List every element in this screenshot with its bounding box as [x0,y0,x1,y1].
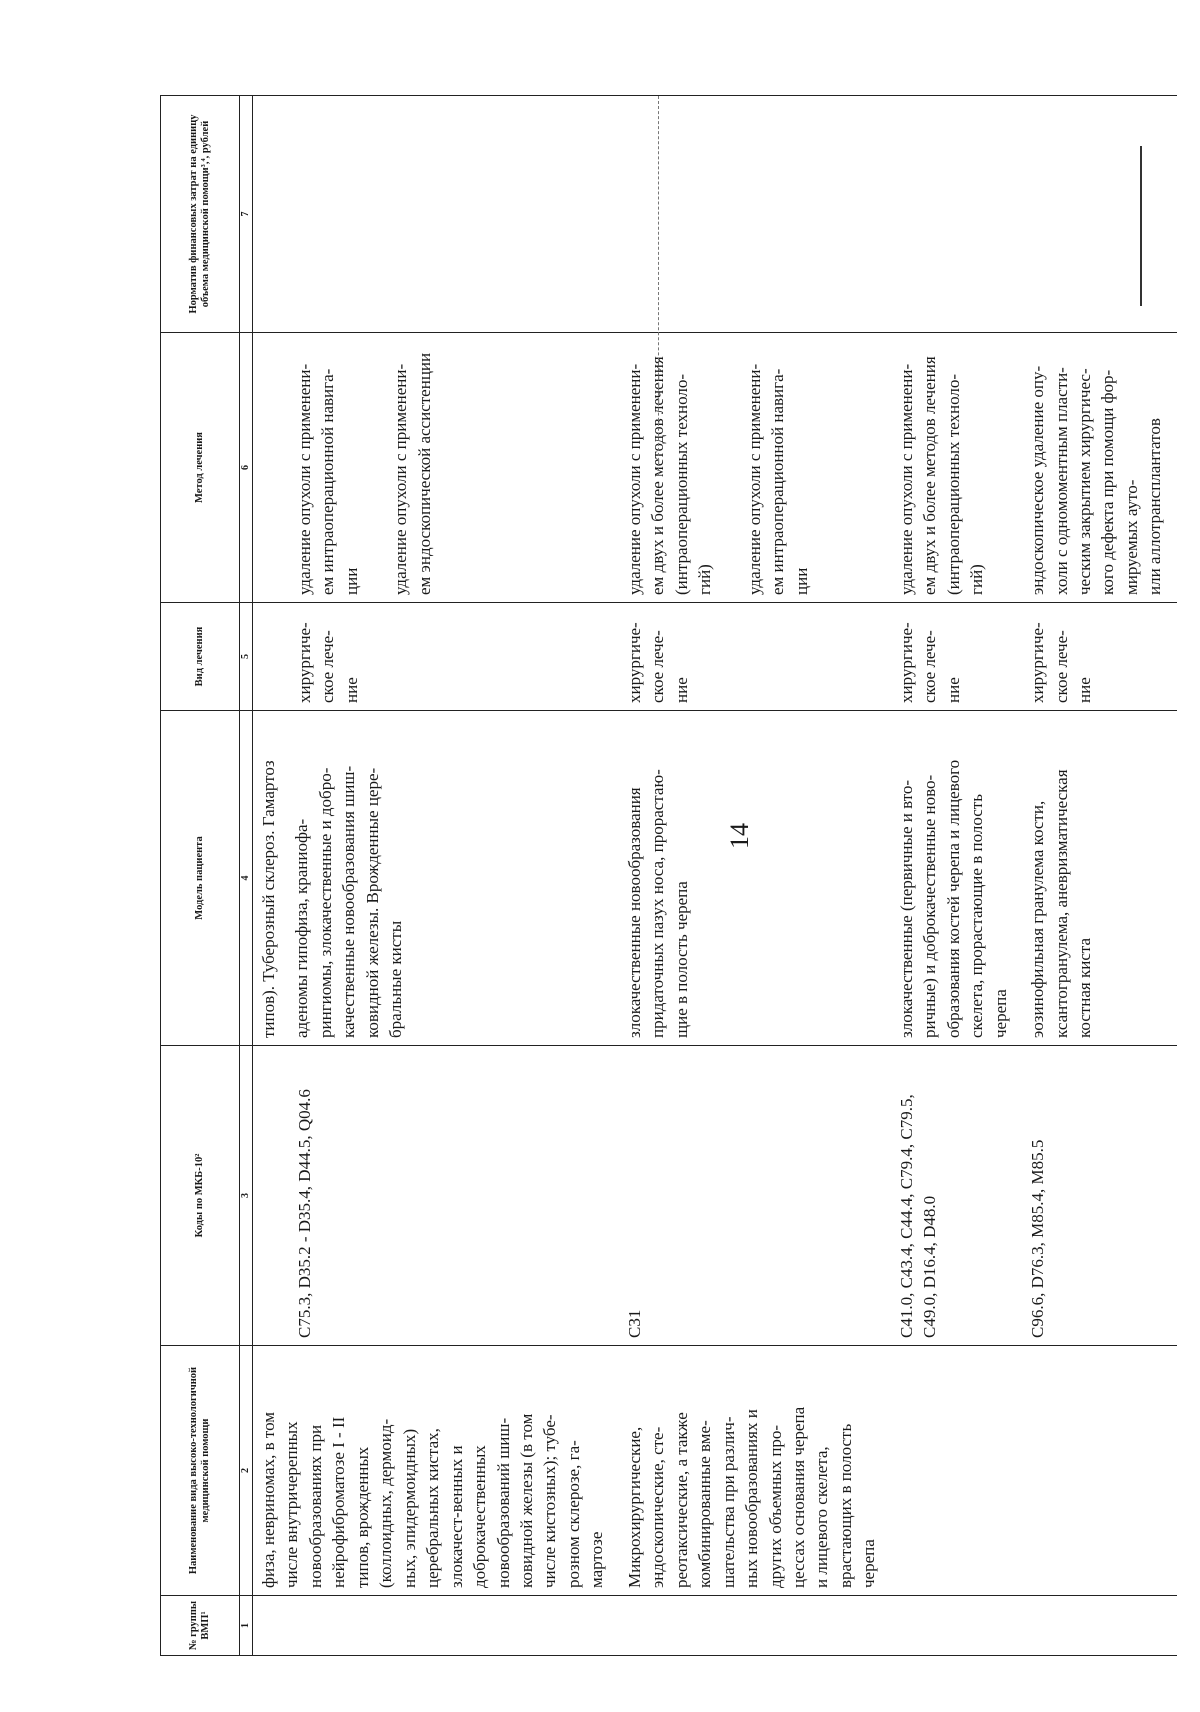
cell-name: Микрохирургические, эндоскопические, сте- реотаксические, а также комбинированные вме- шательства при различ- ных новообразованиях и других объемных про- цессах основания черепа и лицевого скелета, врастающих в полость черепа [619,1346,891,1596]
codes-text: C75.3, D35.2 - D35.4, D44.5, Q04.6 [295,1089,314,1338]
cell-method [253,333,619,603]
cell-model [253,711,619,1046]
cell-treatment-type [253,603,619,711]
cell-codes [253,1046,619,1346]
col-number: 3 [240,1046,253,1346]
table-row [891,96,1022,1656]
cell-model: злокачественные новообразования придаточных пазух носа, прорастаю- щие в полость черепа [619,711,891,1046]
cell-treatment-type: хирургиче- ское лече- ние [891,603,1022,711]
col-header-group: № группы ВМП¹ [161,1596,240,1656]
cell-name [1022,1346,1177,1596]
col-header-cost: Норматив финансовых затрат на единицу объема медицинской помощи³,⁴, рублей [161,96,240,333]
method-text: удаление опухоли с применени- ем интраоперационной навига- ции [744,363,811,595]
cell-codes: C41.0, C43.4, C44.4, C79.4, C79.5, C49.0, D16.4, D48.0 [891,1046,1022,1346]
table-row [619,96,891,1656]
cell-method [1022,333,1177,603]
method-text: удаление опухоли с применени- ем интраоперационной навига- ции [295,363,361,595]
col-header-method: Метод лечения [161,333,240,603]
table-row [1022,96,1177,1656]
col-number: 6 [240,333,253,603]
method-text: удаление опухоли с применени- ем эндоскопической ассистенции [391,352,434,595]
cell-cost [1022,96,1177,333]
cell-group [253,1596,619,1656]
col-number: 2 [240,1346,253,1596]
col-header-treatment-type: Вид лечения [161,603,240,711]
col-number: 5 [240,603,253,711]
table-row [253,96,619,1656]
method-text: удаление опухоли с применени- ем двух и более методов лечения (интраоперационных техноло- гий) [624,356,715,595]
cell-treatment-type: хирургиче- ское лече- ние [1022,603,1177,711]
cell-treatment-type: хирургиче- ское лече- ние [619,603,891,711]
vmp-table [160,95,1177,1656]
col-number: 4 [240,711,253,1046]
rotated-page-content [100,76,1165,1676]
scan-artifact-line [1140,146,1142,306]
cell-cost [891,96,1022,333]
col-header-codes: Коды по МКБ-10² [161,1046,240,1346]
dashed-separator-line [658,96,659,476]
cell-method [619,333,891,603]
col-header-name: Наименование вида высоко-технологичной медицинской помощи [161,1346,240,1596]
model-continuation: типов). Туберозный склероз. Гамартоз [259,760,278,1038]
page-number: 14 [725,823,754,849]
method-text: удаление опухоли с применени- ем двух и более методов лечения (интраоперационных техноло- гий) [896,356,987,595]
cell-name: физа, невриномах, в том числе внутричерепных новообразованиях при нейрофиброматозе I - II типов, врожденных (коллоидных, дермоид- ных, эпидермоидных) церебральных кистах, злокачест-венных и доброкачественных новообразований шиш- ковидной железы (в том числе кистозных); тубе- розном склерозе, га- мартозе [253,1346,619,1596]
cell-group [1022,1596,1177,1656]
cell-codes: C31 [619,1046,891,1346]
cell-codes: C96.6, D76.3, M85.4, M85.5 [1022,1046,1177,1346]
header-row [161,96,240,1656]
cell-cost [619,96,891,333]
cell-method [891,333,1022,603]
cell-group [619,1596,891,1656]
model-text: аденомы гипофиза, краниофа- рингиомы, злокачественные и добро- качественные новообразования шиш- ковидной железы. Врожденные цере- бральные кисты [292,765,406,1038]
method-text: эндоскопическое удаление опу- холи с одномоментным пласти- ческим закрытием хирургичес- кого дефекта при помощи фор- мируемых ауто- или аллотрансплантатов [1028,365,1165,595]
cell-model: злокачественные (первичные и вто- ричные) и доброкачественные ново- образования костей черепа и лицевого скелета, прорастающие в полость черепа [891,711,1022,1046]
cell-cost [253,96,619,333]
cell-name [891,1346,1022,1596]
column-number-row [240,96,253,1656]
col-number: 7 [240,96,253,333]
treatment-type-text: хирургиче- ское лече- ние [295,622,361,703]
col-number: 1 [240,1596,253,1656]
cell-group [891,1596,1022,1656]
col-header-model: Модель пациента [161,711,240,1046]
cell-model: эозинофильная гранулема кости, ксантогранулема, аневризматическая костная киста [1022,711,1177,1046]
